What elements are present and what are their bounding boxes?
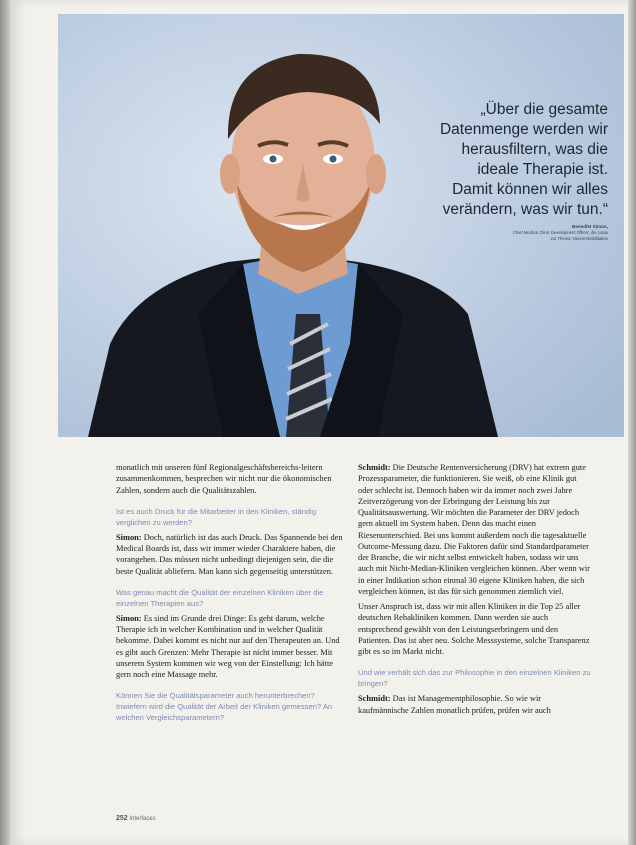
portrait-photo [58, 14, 624, 437]
quote-line: ideale Therapie ist. [477, 161, 608, 178]
section-name: Interfaces [129, 816, 156, 822]
speaker-name: Simon: [116, 532, 142, 542]
page-footer [116, 815, 156, 822]
quote-line: Datenmenge werden wir [439, 121, 608, 138]
paragraph: Unser Anspruch ist, dass wir mit allen Kliniken in die Top 25 aller deutschen Rehakliniken kommen. Dann werden sie auch entsprechend gewählt von den Leistungserbringern und den Patienten. Das ist aber neu. Solche Messsysteme, solche Transparenz gibt es so im Markt nicht. [358, 602, 590, 656]
answer-text: Es sind im Grunde drei Dinge: Es geht darum, welche Therapie ich in welcher Kombination und in welcher Qualität bekomme. Dabei kommt es nicht nur auf den Therapeuten an. Und es gibt auch Grenzen: Mehr Therapie ist nicht immer besser. Mit unserem System kommen wir weg von der Einstellung: Ich hätte gern noch eine Massage mehr. [116, 613, 340, 679]
page-edge [628, 0, 636, 845]
speaker-name: Simon: [116, 613, 142, 623]
pull-quote [348, 100, 608, 220]
quote-line: Damit können wir alles [452, 181, 608, 198]
answer-text: Die Deutsche Rentenversicherung (DRV) hat extrem gute Prozessparameter, die funktionieren. Sie weiß, ob eine Klinik gut oder schlecht ist. Dennoch haben wir da immer noch zwei Jahre Zeitverzögerung von der Erbringung der Leistung bis zur Qualitätsauswertung. Wir möchten die Parameter der DRV jedoch gern aktuell im System haben. Denn das macht einen Riesenunterschied. Bei uns kommt außerdem noch die tagesaktuelle Outcome-Messung dazu. Die Faktoren dafür sind Standardparameter der Branche, die wir nicht selbst entwickelt haben, sodass wir uns auch mit Nicht-Median-Kliniken vergleichen können. Aber wenn wir in einer Indikation schon einmal 30 eigene Kliniken haben, die sich vergleichen können, ist das für sich genommen ziemlich viel. [358, 463, 590, 596]
text-column-right [358, 462, 592, 720]
interview-answer [116, 532, 346, 577]
quote-credit [388, 224, 608, 242]
quote-author-role: Chief Medical Clinic Development Officer, die Lotus [512, 230, 608, 235]
speaker-name: Schmidt: [358, 463, 391, 472]
quote-author-role: zur Thema: Neurorehabilitation [550, 236, 608, 241]
interview-answer [358, 693, 592, 716]
quote-line: verändern, was wir tun.“ [442, 201, 608, 218]
interview-question: Was genau macht die Qualität der einzelnen Kliniken über die einzelnen Therapien aus? [116, 587, 324, 608]
answer-text: Doch, natürlich ist das auch Druck. Das Spannende bei den Medical Boards ist, dass wir immer wieder Charaktere haben, die vorangehen. Das müssen nicht unbedingt diejenigen sein, die die beste Qualität abliefern. Man kann sich gegenseitig unterstützen. [116, 532, 343, 576]
answer-text: Das ist Managementphilosophie. So wie wir kaufmännische Zahlen monatlich prüfen, prüfen wir auch [358, 694, 551, 715]
speaker-name: Schmidt: [358, 694, 391, 704]
page-number: 252 [116, 815, 128, 822]
interview-answer [116, 613, 346, 681]
text-column-left [116, 462, 346, 727]
interview-question: Ist es auch Druck für die Mitarbeiter in den Kliniken, ständig verglichen zu werden? [116, 506, 317, 527]
paragraph: monatlich mit unseren fünf Regionalgeschäftsbereichs-leitern zusammenkommen, besprechen wir nicht nur die ökonomischen Zahlen, sondern auch die Qualitätszahlen. [116, 463, 332, 495]
quote-line: herausfiltern, was die [461, 141, 608, 158]
interview-question: Und wie verhält sich das zur Philosophie in den einzelnen Kliniken zu bringen? [358, 668, 591, 689]
quote-author: Benedikt Simon, [572, 224, 608, 229]
interview-answer [358, 462, 592, 597]
interview-question: Können Sie die Qualitätsparameter auch herunterbrechen? Inwiefern wird die Qualität der Arbeit der Kliniken gemessen? An welchen Vergleichsparametern? [116, 691, 333, 723]
quote-line: „Über die gesamte [480, 101, 608, 118]
